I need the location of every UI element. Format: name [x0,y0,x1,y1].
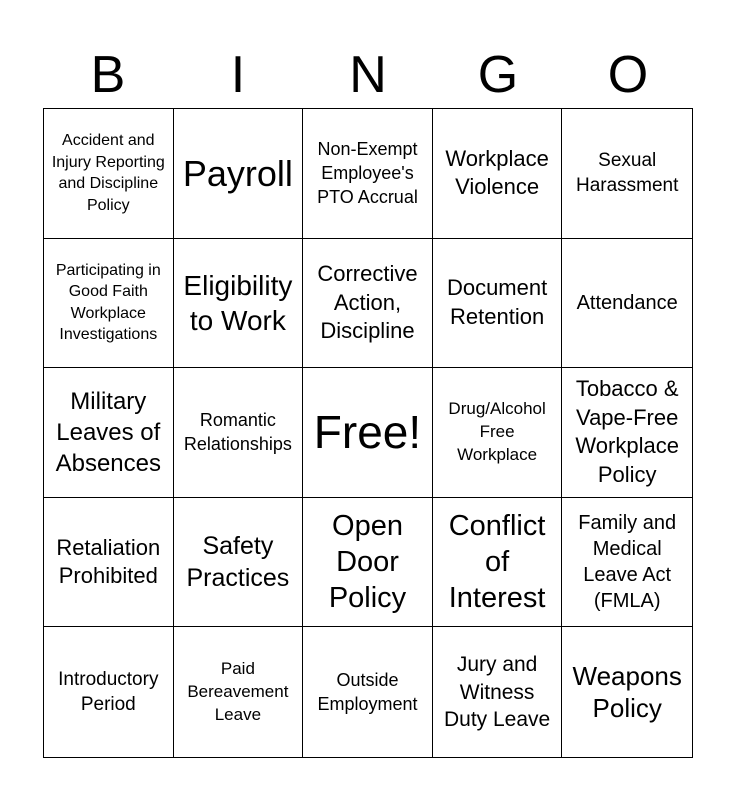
bingo-cell-r4c5[interactable]: Family and Medical Leave Act (FMLA) [562,498,692,628]
header-letter-g: G [477,46,519,104]
bingo-cell-r4c1[interactable]: Retaliation Prohibited [44,498,174,628]
bingo-cell-r1c3[interactable]: Non-Exempt Employee's PTO Accrual [303,109,433,239]
bingo-cell-r1c4[interactable]: Workplace Violence [433,109,563,239]
bingo-cell-r3c2[interactable]: Romantic Relationships [174,368,304,498]
bingo-header [43,42,693,108]
bingo-cell-r4c4[interactable]: Conflict of Interest [433,498,563,628]
bingo-cell-r4c2[interactable]: Safety Practices [174,498,304,628]
bingo-cell-r2c5[interactable]: Attendance [562,239,692,369]
bingo-cell-r1c5[interactable]: Sexual Harassment [562,109,692,239]
bingo-cell-r5c2[interactable]: Paid Bereavement Leave [174,627,304,757]
bingo-cell-r1c1[interactable]: Accident and Injury Reporting and Discipline Policy [44,109,174,239]
bingo-cell-r2c4[interactable]: Document Retention [433,239,563,369]
bingo-cell-r1c2[interactable]: Payroll [174,109,304,239]
bingo-cell-r2c3[interactable]: Corrective Action, Discipline [303,239,433,369]
bingo-cell-r2c2[interactable]: Eligibility to Work [174,239,304,369]
header-letter-b: B [90,46,126,104]
bingo-card-grid [43,108,693,758]
header-letter-i: I [230,46,246,104]
bingo-cell-r5c3[interactable]: Outside Employment [303,627,433,757]
bingo-cell-r3c5[interactable]: Tobacco & Vape-Free Workplace Policy [562,368,692,498]
bingo-cell-r3c1[interactable]: Military Leaves of Absences [44,368,174,498]
bingo-cell-r3c4[interactable]: Drug/Alcohol Free Workplace [433,368,563,498]
bingo-cell-r4c3[interactable]: Open Door Policy [303,498,433,628]
bingo-cell-r5c5[interactable]: Weapons Policy [572,660,682,724]
bingo-cell-r2c1[interactable]: Participating in Good Faith Workplace Investigations [44,239,174,369]
bingo-cell-r5c4[interactable]: Jury and Witness Duty Leave [433,627,563,757]
bingo-free-space[interactable]: Free! [303,368,433,498]
header-letter-n: N [349,46,387,104]
header-letter-o: O [607,46,649,104]
bingo-cell-r5c1[interactable]: Introductory Period [44,627,174,757]
